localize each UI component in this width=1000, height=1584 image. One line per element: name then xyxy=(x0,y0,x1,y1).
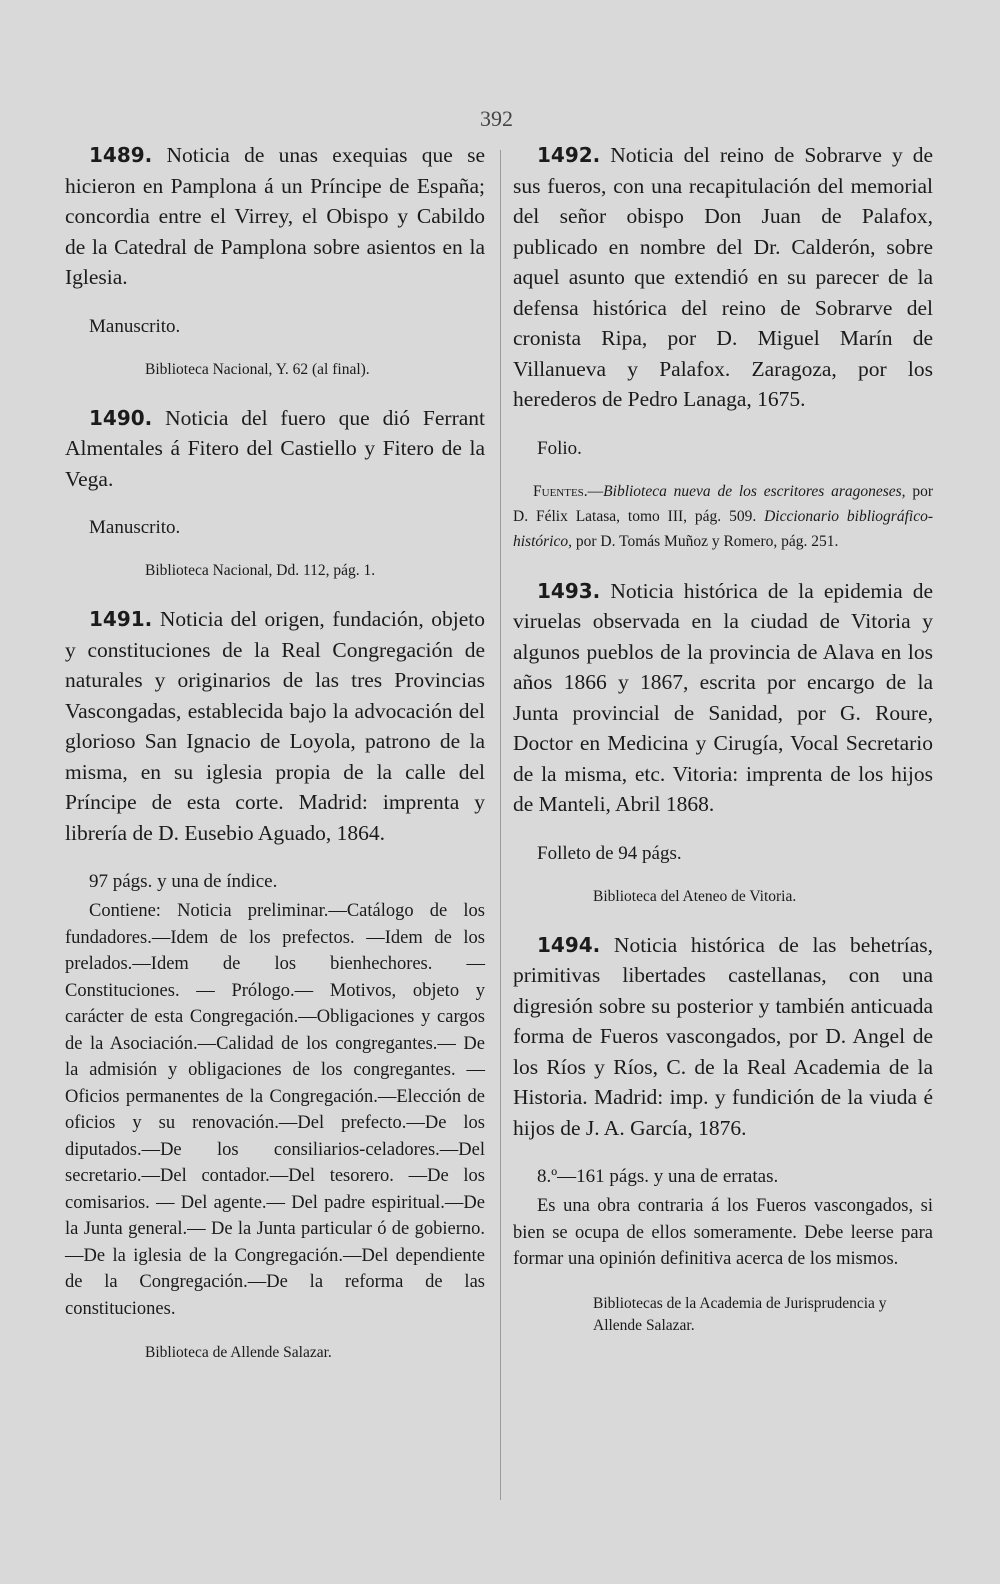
entry-format: 8.º—161 págs. y una de erratas. xyxy=(537,1166,779,1187)
entry-number: 1493. xyxy=(537,578,601,603)
entry-format: Folio. xyxy=(537,437,582,459)
entry-1489 xyxy=(65,140,485,381)
entry-number: 1494. xyxy=(537,932,601,957)
entry-number: 1492. xyxy=(537,143,601,167)
source-title: Diccionario bibliográfico-histórico, xyxy=(513,507,933,550)
entry-location: Biblioteca Nacional, Y. 62 (al final). xyxy=(145,360,370,378)
source-title: Biblioteca nueva de los escritores aragoneses, xyxy=(603,482,906,500)
entry-format: Manuscrito. xyxy=(89,315,181,337)
entry-number: 1490. xyxy=(89,405,153,430)
entry-location: Biblioteca del Ateneo de Vitoria. xyxy=(593,887,797,905)
column-divider xyxy=(500,150,501,1500)
right-column xyxy=(513,140,933,1359)
entry-title: Noticia histórica de las behetrías, primitivas libertades castellanas, con una digresión sobre su posterior y también anticuada forma de Fueros vascongados, por D. Angel de los Ríos y Ríos, C. de la Real Academia de la Historia. Madrid: imp. y fundición de la viuda é hijos de J. A. García, 1876. xyxy=(513,932,934,1140)
entry-1494 xyxy=(513,930,933,1337)
entry-title: Noticia del origen, fundación, objeto y constituciones de la Real Congregación de naturales y originarios de las tres Provincias Vascongadas, establecida bajo la advocación del glorioso San Ignacio de Loyola, patrono de la misma, en su iglesia propia de la calle del Príncipe de esta corte. Madrid: imprenta y librería de D. Eusebio Aguado, 1864. xyxy=(65,607,485,845)
entry-format: Folleto de 94 págs. xyxy=(537,842,682,864)
source-detail: por D. Félix Latasa, tomo III, pág. 509. xyxy=(513,482,933,525)
entry-location: Biblioteca de Allende Salazar. xyxy=(145,1344,332,1361)
entry-title: Noticia del fuero que dió Ferrant Almentales á Fitero del Castiello y Fitero de la Vega. xyxy=(65,405,486,491)
page-number: 392 xyxy=(480,106,513,131)
entry-1492 xyxy=(513,140,933,554)
source-detail: por D. Tomás Muñoz y Romero, pág. 251. xyxy=(575,532,839,550)
entry-location: Biblioteca Nacional, Dd. 112, pág. 1. xyxy=(145,562,376,579)
entry-contents: Es una obra contraria á los Fueros vascongados, si bien se ocupa de ellos someramente. Debe leerse para formar una opinión definitiva acerca de los mismos. xyxy=(513,1196,933,1269)
entry-location: Bibliotecas de la Academia de Jurisprudencia y Allende Salazar. xyxy=(593,1294,887,1334)
entry-format: 97 págs. y una de índice. xyxy=(89,871,278,892)
entry-1491 xyxy=(65,604,485,1364)
sources-label: Fuentes. xyxy=(533,482,588,500)
entry-number: 1491. xyxy=(89,607,153,631)
entry-number: 1489. xyxy=(89,143,153,167)
entry-title: Noticia de unas exequias que se hicieron en Pamplona á un Príncipe de España; concordia entre el Virrey, el Obispo y Cabildo de la Catedral de Pamplona sobre asientos en la Iglesia. xyxy=(65,143,486,289)
entry-contents: Contiene: Noticia preliminar.—Catálogo de los fundadores.—Idem de los prefectos. —Idem de los prelados.—Idem de los bienhechores. — Constituciones. — Prólogo.— Motivos, objeto y carácter de esta Congregación.—Obligaciones y cargos de la Asociación.—Calidad de los congregantes.— De la admisión y obligaciones de los congregantes. — Oficios permanentes de la Congregación.—Elección de oficios y su renovación.—Del prefecto.—De los diputados.—De los consiliarios-celadores.—Del secretario.—Del contador.—Del tesorero. —De los comisarios. — Del agente.— Del padre espiritual.—De la Junta general.— De la Junta particular ó de gobierno.—De la iglesia de la Congregación.—Del dependiente de la Congregación.—De la reforma de las constituciones. xyxy=(65,901,485,1319)
entry-1493 xyxy=(513,576,933,908)
entry-title: Noticia del reino de Sobrarve y de sus fueros, con una recapitulación del memorial del señor obispo Don Juan de Palafox, publicado en nombre del Dr. Calderón, sobre aquel asunto que extendió en su parecer de la defensa histórica del reino de Sobrarve del cronista Ripa, por D. Miguel Marín de Villanueva y Palafox. Zaragoza, por los herederos de Pedro Lanaga, 1675. xyxy=(513,143,934,411)
entry-sources: Fuentes.—Biblioteca nueva de los escritores aragoneses, por D. Félix Latasa, tomo III, pág. 509. Diccionario bibliográfico-histórico, por D. Tomás Muñoz y Romero, pág. 251. xyxy=(513,482,933,550)
entry-format: Manuscrito. xyxy=(89,517,181,538)
entry-title: Noticia histórica de la epidemia de viruelas observada en la ciudad de Vitoria y algunos pueblos de la provincia de Alava en los años 1866 y 1867, escrita por encargo de la Junta provincial de Sanidad, por G. Roure, Doctor en Medicina y Cirugía, Vocal Secretario de la misma, etc. Vitoria: imprenta de los hijos de Manteli, Abril 1868. xyxy=(513,578,934,816)
entry-1490 xyxy=(65,403,485,583)
left-column xyxy=(65,140,485,1386)
